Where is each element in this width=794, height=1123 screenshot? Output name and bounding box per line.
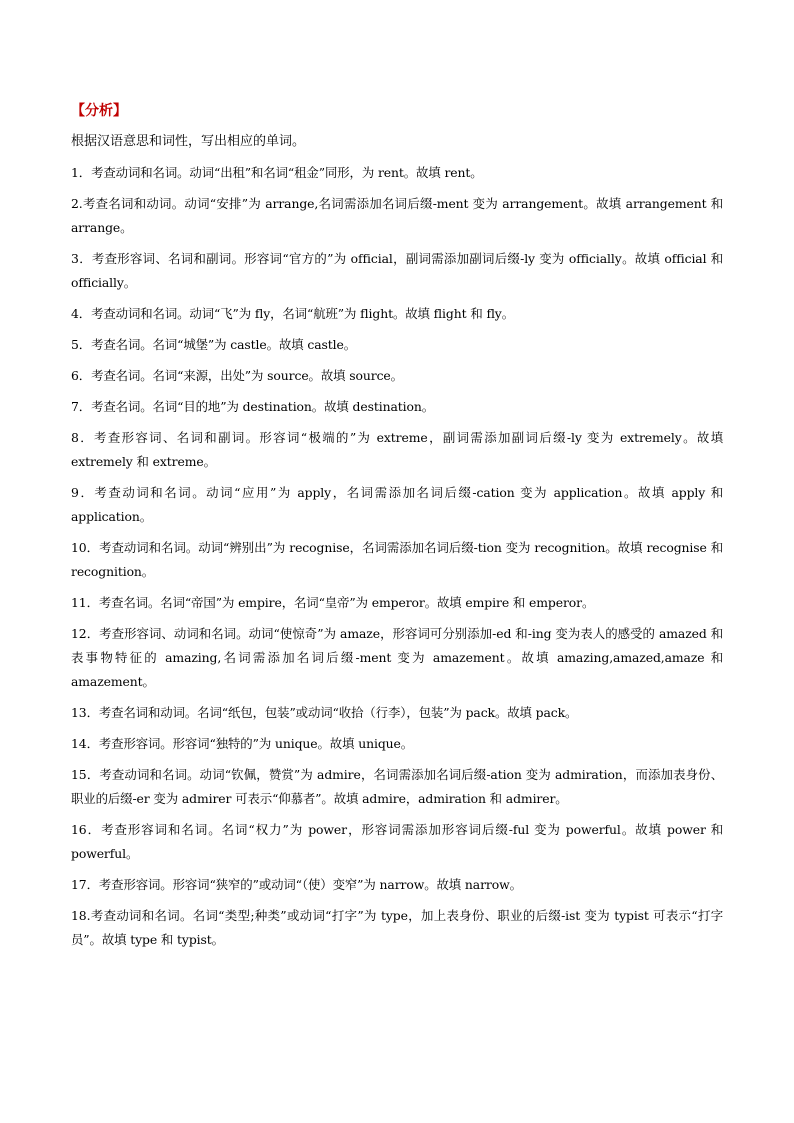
answer-item: 14．考查形容词。形容词“独特的”为 unique。故填 unique。 (71, 736, 414, 751)
answer-item: 8．考查形容词、名词和副词。形容词“极端的”为 extreme，副词需添加副词后缀-ly 变为 extremely。故填 extremely 和 extreme。 (71, 430, 723, 469)
answer-item: 2.考查名词和动词。动词“安排”为 arrange,名词需添加名词后缀-ment 变为 arrangement。故填 arrangement 和 arrange。 (71, 196, 723, 235)
answer-item: 5．考查名词。名词“城堡”为 castle。故填 castle。 (71, 337, 357, 352)
answer-item: 9．考查动词和名词。动词“应用”为 apply，名词需添加名词后缀-cation 变为 application。故填 apply 和 application。 (71, 485, 723, 524)
answer-item: 6．考查名词。名词“来源，出处”为 source。故填 source。 (71, 368, 403, 383)
answer-item: 17．考查形容词。形容词“狭窄的”或动词“（使）变窄”为 narrow。故填 narrow。 (71, 877, 522, 892)
answer-item: 10．考查动词和名词。动词“辨别出”为 recognise，名词需添加名词后缀-tion 变为 recognition。故填 recognise 和 recognition。 (71, 540, 723, 579)
answer-item: 7．考查名词。名词“目的地”为 destination。故填 destination。 (71, 399, 435, 414)
answer-item: 13．考查名词和动词。名词“纸包，包装”或动词“收拾（行李），包装”为 pack。故填 pack。 (71, 705, 578, 720)
intro-text: 根据汉语意思和词性，写出相应的单词。 (71, 134, 306, 149)
section-heading: 【分析】 (71, 103, 127, 119)
answer-item: 12．考查形容词、动词和名词。动词“使惊奇”为 amaze，形容词可分别添加-ed 和-ing 变为表人的感受的 amazed 和表事物特征的 amazing,名词需添加名词后缀-ment 变为 amazement。故填 amazing,amazed,amaze 和 amazement。 (71, 626, 723, 689)
answer-item: 15．考查动词和名词。动词“钦佩，赞赏”为 admire，名词需添加名词后缀-ation 变为 admiration，而添加表身份、职业的后缀-er 变为 admirer 可表示“仰慕者”。故填 admire，admiration 和 admirer。 (71, 767, 723, 806)
answer-item: 16．考查形容词和名词。名词“权力”为 power，形容词需添加形容词后缀-ful 变为 powerful。故填 power 和 powerful。 (71, 822, 723, 861)
answer-item: 18.考查动词和名词。名词“类型;种类”或动词“打字”为 type，加上表身份、职业的后缀-ist 变为 typist 可表示“打字员”。故填 type 和 typist。 (71, 908, 723, 947)
answer-item: 1．考查动词和名词。动词“出租”和名词“租金”同形，为 rent。故填 rent。 (71, 165, 483, 180)
answer-item: 11．考查名词。名词“帝国”为 empire，名词“皇帝”为 emperor。故填 empire 和 emperor。 (71, 595, 595, 610)
answer-item: 3．考查形容词、名词和副词。形容词“官方的”为 official，副词需添加副词后缀-ly 变为 officially。故填 official 和 officially。 (71, 251, 723, 290)
analysis-section (71, 99, 723, 959)
answer-item: 4．考查动词和名词。动词“飞”为 fly，名词“航班”为 flight。故填 flight 和 fly。 (71, 306, 514, 321)
